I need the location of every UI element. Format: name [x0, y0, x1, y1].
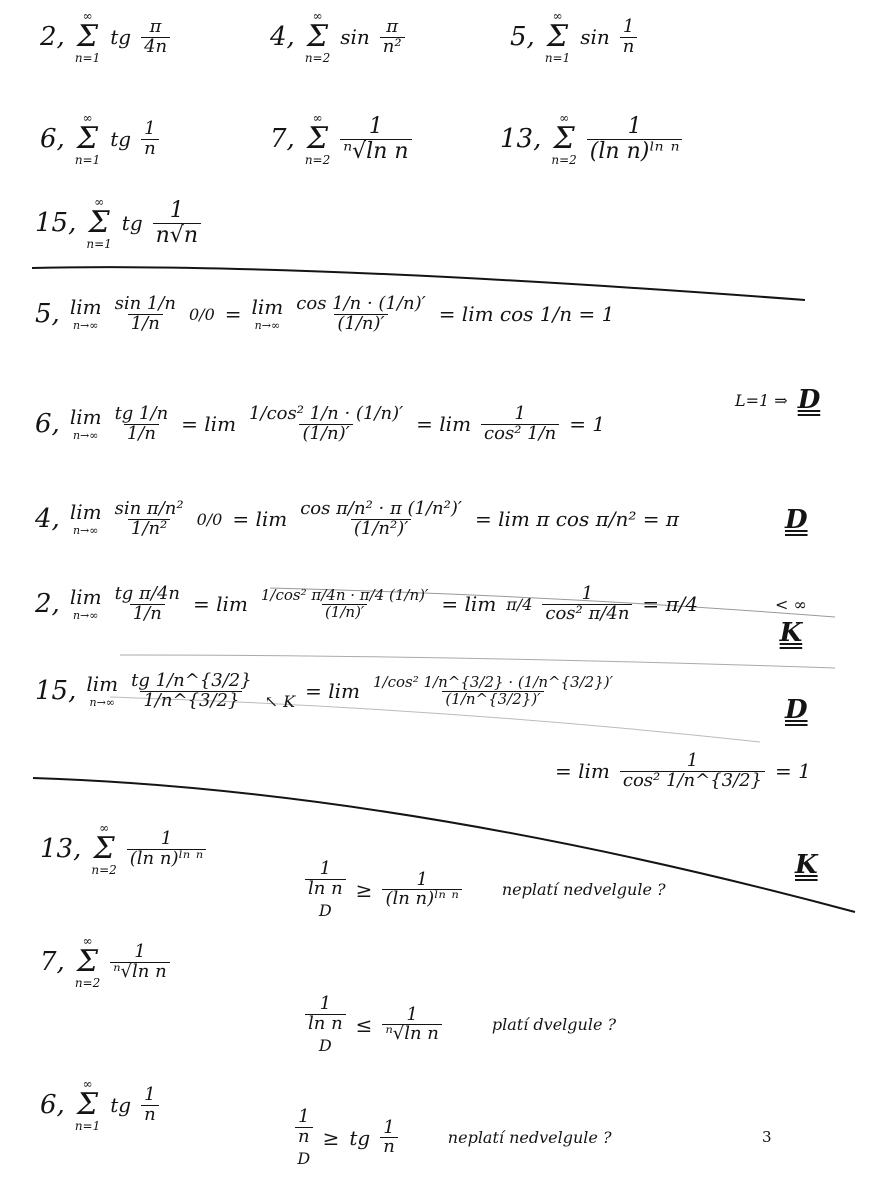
sum-upper: ∞	[312, 111, 323, 125]
comparison-7-inequality	[305, 995, 616, 1055]
series-label: 15,	[35, 208, 77, 238]
sum-symbol	[305, 112, 330, 166]
limit-label: 5,	[35, 299, 60, 330]
fraction	[370, 675, 616, 708]
numerator: 1	[298, 1106, 310, 1127]
fraction	[587, 115, 683, 162]
result: = lim cos 1/n = 1	[438, 302, 615, 327]
function: tg	[110, 1093, 132, 1117]
limit-4-mark	[785, 505, 808, 535]
denominator: n	[141, 139, 159, 159]
sum-upper: ∞	[552, 9, 563, 23]
series-15	[35, 196, 201, 250]
denominator: (1/n²)′	[351, 519, 411, 539]
limit-label: 15,	[35, 676, 77, 707]
function: tg	[110, 25, 132, 49]
denominator: 1/n²	[128, 519, 170, 539]
diverges-mark: D	[785, 695, 808, 725]
sum-upper: ∞	[559, 111, 570, 125]
limit-label: 6,	[35, 409, 60, 440]
lim-operator	[70, 297, 102, 331]
sigma-icon: Σ	[76, 944, 99, 979]
denominator: (ln n)ˡⁿ ⁿ	[127, 849, 206, 869]
series-label: 13,	[500, 124, 542, 154]
numerator: 1	[319, 993, 332, 1014]
fraction	[620, 752, 765, 791]
sum-lower: n=1	[86, 237, 112, 251]
sum-upper: ∞	[82, 934, 93, 948]
denominator: (ln n)ˡⁿ ⁿ	[382, 889, 461, 909]
fraction	[128, 672, 255, 711]
diverges-mark: D	[797, 385, 821, 415]
limit-5-conclusion	[735, 385, 820, 415]
converges-mark: K	[795, 850, 818, 880]
fraction	[112, 295, 179, 334]
series-6	[40, 112, 159, 166]
denominator: 1/n	[128, 314, 163, 334]
fraction	[380, 1116, 398, 1158]
numerator: 1	[627, 114, 642, 140]
sum-lower: n=2	[551, 153, 577, 167]
fraction	[141, 117, 159, 159]
denominator: n	[620, 37, 638, 57]
denominator: ⁿ√ln n	[382, 1024, 441, 1044]
converges-mark: K	[779, 618, 803, 648]
numerator: 1	[514, 403, 526, 424]
fraction	[246, 405, 406, 444]
series-7	[270, 112, 412, 166]
fraction	[542, 585, 632, 624]
lhs-mark: D	[297, 1148, 311, 1168]
fraction	[141, 1083, 159, 1125]
sum-lower: n=1	[74, 51, 101, 65]
comparison-7-series	[40, 935, 170, 989]
denominator: ln n	[305, 879, 346, 899]
series-label: 7,	[40, 947, 65, 977]
equals-lim: = lim	[232, 507, 288, 532]
denominator: ln n	[305, 1014, 346, 1034]
fraction	[305, 995, 346, 1034]
comparison-6-inequality	[295, 1108, 612, 1168]
numerator: π	[386, 15, 399, 37]
fraction	[112, 500, 187, 539]
lim-operator	[86, 674, 118, 708]
denominator: n	[141, 1105, 159, 1125]
lim-sub: n→∞	[89, 696, 115, 710]
sum-symbol	[86, 196, 111, 250]
equals: =	[224, 302, 242, 327]
series-label: 6,	[40, 1090, 65, 1120]
numerator: 1	[581, 583, 594, 604]
fraction	[112, 405, 172, 444]
lim-text: lim	[69, 500, 102, 525]
lim-sub: n→∞	[72, 609, 99, 623]
note: L=1 ⇒	[735, 390, 788, 410]
sum-symbol	[75, 1078, 100, 1132]
lim-text: lim	[86, 672, 119, 697]
equals-lim: = lim	[555, 759, 610, 784]
lhs-group	[305, 860, 346, 920]
series-label: 13,	[40, 834, 82, 864]
denominator: 1/n^{3/2}	[140, 691, 242, 711]
lim-sub: n→∞	[72, 524, 99, 538]
function: tg	[121, 211, 143, 235]
numerator: 1	[416, 868, 428, 890]
lim-sub: n→∞	[72, 319, 99, 333]
sigma-icon: Σ	[93, 831, 115, 866]
fraction	[305, 860, 346, 899]
denominator: 4n	[141, 37, 170, 57]
lim-operator	[70, 587, 102, 621]
fraction	[340, 115, 411, 162]
numerator: 1/cos² 1/n^{3/2} · (1/n^{3/2})′	[373, 673, 614, 692]
series-label: 7,	[270, 124, 295, 154]
lim-operator	[252, 297, 284, 331]
limit-label: 2,	[35, 589, 60, 620]
sigma-icon: Σ	[76, 1087, 99, 1122]
fraction	[293, 295, 428, 334]
numerator: cos 1/n · (1/n)′	[296, 293, 426, 314]
numerator: sin 1/n	[114, 293, 176, 314]
numerator: 1	[686, 750, 699, 771]
sum-symbol	[551, 112, 576, 166]
sigma-icon: Σ	[553, 121, 575, 156]
limit-2	[35, 585, 698, 624]
limit-15-continued	[555, 752, 811, 791]
numerator: π	[149, 15, 162, 37]
denominator: n	[295, 1127, 313, 1147]
sigma-icon: Σ	[76, 121, 99, 156]
page-number: 3	[762, 1128, 772, 1146]
lim-sub: n→∞	[72, 429, 99, 443]
numerator: 1/cos² 1/n · (1/n)′	[249, 403, 404, 424]
arrow-note: ↖ K	[264, 691, 296, 711]
fraction	[382, 868, 461, 910]
denominator: (ln n)ˡⁿ ⁿ	[587, 139, 683, 163]
equals-lim: = lim	[416, 412, 472, 437]
numerator: 1	[134, 940, 146, 962]
relation: ≤	[355, 1012, 373, 1037]
sum-lower: n=2	[304, 51, 331, 65]
fraction	[258, 588, 432, 621]
numerator: tg π/4n	[114, 583, 180, 604]
denominator: ⁿ√ln n	[340, 139, 411, 163]
lim-text: lim	[69, 295, 102, 320]
fraction	[297, 500, 465, 539]
numerator: 1	[622, 15, 635, 37]
limit-6	[35, 405, 605, 444]
denominator: 1/n	[130, 604, 165, 624]
sum-upper: ∞	[82, 1077, 93, 1091]
sum-lower: n=1	[74, 1119, 101, 1133]
denominator: n√n	[153, 223, 201, 247]
conclusion-text: platí dvelgule ?	[491, 1015, 617, 1035]
numerator: tg 1/n^{3/2}	[131, 670, 252, 691]
numerator: 1	[368, 114, 383, 140]
fraction	[382, 1003, 441, 1045]
limit-2-conclusion	[775, 595, 807, 648]
fraction	[127, 827, 206, 869]
sum-upper: ∞	[99, 821, 110, 835]
numerator: 1/cos² π/4n · π/4 (1/n)′	[260, 586, 429, 605]
numerator: 1	[383, 1116, 395, 1138]
limit-15	[35, 672, 616, 711]
denominator: (1/n)′	[334, 314, 387, 334]
equals-lim: = lim	[441, 592, 497, 617]
fraction	[141, 15, 170, 57]
result: = π/4	[642, 592, 699, 617]
lhs-mark: D	[318, 1035, 332, 1055]
sum-lower: n=1	[544, 51, 571, 65]
limit-5	[35, 295, 614, 334]
fraction	[110, 940, 169, 982]
series-label: 4,	[270, 22, 295, 52]
lhs-mark: D	[318, 900, 332, 920]
denominator: (1/n)′	[299, 424, 352, 444]
fraction	[620, 15, 638, 57]
function: tg	[110, 127, 132, 151]
limit-4	[35, 500, 679, 539]
conclusion-text: neplatí nedvelgule ?	[447, 1128, 612, 1148]
sum-upper: ∞	[312, 9, 323, 23]
limit-label: 4,	[35, 504, 60, 535]
indeterminate-form: 0/0	[196, 509, 223, 529]
function: tg	[349, 1125, 371, 1150]
result: = 1	[569, 412, 606, 437]
sum-symbol	[75, 935, 100, 989]
function: sin	[340, 25, 370, 49]
denominator: (1/n^{3/2})′	[442, 691, 543, 708]
sigma-icon: Σ	[306, 121, 329, 156]
comparison-13-inequality	[305, 860, 666, 920]
fraction	[481, 405, 559, 444]
sum-symbol	[545, 10, 570, 64]
limit-15-mark-2	[795, 850, 818, 880]
comparison-6-series	[40, 1078, 159, 1132]
relation: ≥	[322, 1125, 340, 1150]
lim-text: lim	[69, 405, 102, 430]
fraction	[112, 585, 183, 624]
lim-operator	[70, 502, 102, 536]
numerator: 1	[144, 1083, 156, 1105]
note: < ∞	[775, 595, 807, 614]
series-5	[510, 10, 637, 64]
sum-symbol	[305, 10, 330, 64]
numerator: cos π/n² · π (1/n²)′	[300, 498, 462, 519]
denominator: ⁿ√ln n	[110, 962, 169, 982]
lim-operator	[70, 407, 102, 441]
sigma-icon: Σ	[76, 19, 99, 54]
sigma-icon: Σ	[88, 205, 110, 240]
numerator: sin π/n²	[114, 498, 184, 519]
series-label: 6,	[40, 124, 65, 154]
conclusion-text: neplatí nedvelgule ?	[501, 880, 666, 900]
fraction	[153, 199, 201, 246]
equals-lim: = lim	[193, 592, 248, 617]
series-label: 5,	[510, 22, 535, 52]
indeterminate-form: 0/0	[189, 304, 215, 324]
sum-upper: ∞	[82, 9, 93, 23]
function: sin	[580, 25, 610, 49]
denominator: cos² 1/n	[481, 424, 559, 444]
sum-lower: n=2	[304, 153, 331, 167]
numerator: 1	[169, 198, 184, 224]
sum-upper: ∞	[94, 195, 105, 209]
comparison-13-series	[40, 822, 206, 876]
lim-text: lim	[251, 295, 284, 320]
limit-15-mark	[785, 695, 808, 725]
sum-lower: n=2	[91, 863, 117, 877]
denominator: n²	[380, 37, 405, 57]
numerator: 1	[144, 117, 156, 139]
sum-lower: n=2	[74, 976, 101, 990]
result: = 1	[775, 759, 811, 784]
result: = lim π cos π/n² = π	[474, 507, 679, 532]
lim-text: lim	[69, 585, 102, 610]
fraction	[295, 1108, 313, 1147]
denominator: cos² π/4n	[542, 604, 632, 624]
numerator: tg 1/n	[114, 403, 169, 424]
numerator: 1	[406, 1003, 418, 1025]
factor: π/4	[506, 594, 533, 614]
denominator: (1/n)′	[322, 604, 367, 621]
series-13	[500, 112, 682, 166]
diverges-mark: D	[785, 505, 808, 535]
equals-lim: = lim	[181, 412, 237, 437]
denominator: n	[380, 1137, 398, 1157]
fraction	[380, 15, 405, 57]
series-4	[270, 10, 405, 64]
lhs-group	[305, 995, 346, 1055]
sum-symbol	[75, 10, 100, 64]
denominator: 1/n	[124, 424, 159, 444]
series-label: 2,	[40, 22, 65, 52]
series-2	[40, 10, 170, 64]
sigma-icon: Σ	[306, 19, 329, 54]
lim-sub: n→∞	[254, 319, 281, 333]
denominator: cos² 1/n^{3/2}	[620, 771, 765, 791]
numerator: 1	[160, 827, 173, 849]
sum-symbol	[75, 112, 100, 166]
sum-symbol	[91, 822, 116, 876]
relation: ≥	[355, 877, 373, 902]
sum-upper: ∞	[82, 111, 93, 125]
lhs-group	[295, 1108, 313, 1168]
sum-lower: n=1	[74, 153, 101, 167]
sigma-icon: Σ	[546, 19, 569, 54]
equals-lim: = lim	[305, 679, 360, 704]
numerator: 1	[319, 858, 332, 879]
